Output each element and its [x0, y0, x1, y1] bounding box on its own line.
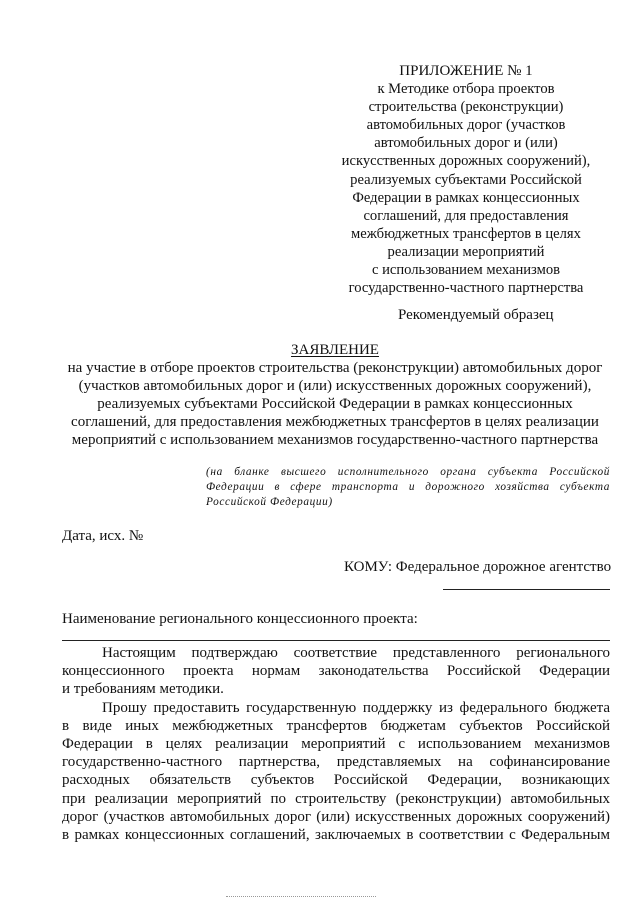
appendix-line: соглашений, для предоставления	[363, 207, 569, 224]
recipient-underline	[443, 589, 610, 590]
letterhead-note	[206, 465, 610, 510]
statement-line: реализуемых субъектами Российской Федерации в рамках концессионных	[97, 396, 573, 412]
appendix-line: межбюджетных трансфертов в целях	[351, 225, 581, 242]
appendix-title: ПРИЛОЖЕНИЕ № 1	[399, 63, 533, 79]
appendix-line: автомобильных дорог и (или)	[374, 135, 558, 152]
statement-title: ЗАЯВЛЕНИЕ	[291, 342, 379, 358]
appendix-line: с использованием механизмов	[371, 262, 561, 279]
recipient: КОМУ: Федеральное дорожное агентство	[344, 559, 612, 575]
body-line: расходных обязательств субъектов Российской Федерации, возникающих	[62, 772, 610, 789]
body-line: в рамках концессионных соглашений, заключаемых в соответствии с Федеральным	[62, 827, 610, 844]
body-line: Федерации в целях реализации мероприятий с использованием механизмов	[62, 736, 610, 753]
project-name-underline	[62, 640, 610, 641]
statement-heading	[62, 341, 608, 449]
sample-label: Рекомендуемый образец	[398, 307, 554, 323]
statement-line: (участков автомобильных дорог и (или) искусственных дорожных сооружений),	[78, 378, 592, 394]
appendix-line: строительства (реконструкции)	[368, 99, 564, 116]
statement-line: на участие в отборе проектов строительства (реконструкции) автомобильных дорог	[67, 360, 603, 376]
body-line: Настоящим подтверждаю соответствие представленного регионального	[102, 645, 610, 661]
appendix-header	[330, 62, 602, 297]
body-line: в виде иных межбюджетных трансфертов бюджетам субъектов Российской	[62, 717, 610, 734]
note-line: Российской Федерации)	[206, 496, 333, 508]
body-line: государственно-частного партнерства, представляемых на софинансирование	[62, 754, 610, 771]
scan-edge-mark	[226, 896, 376, 897]
statement-line: соглашений, для предоставления межбюджетных трансфертов в целях реализации	[71, 414, 599, 430]
appendix-line: реализации мероприятий	[387, 243, 545, 260]
appendix-line: реализуемых субъектами Российской	[350, 171, 582, 188]
appendix-line: искусственных дорожных сооружений),	[341, 153, 591, 170]
note-line: (на бланке высшего исполнительного органа субъекта Российской	[206, 466, 610, 478]
date-label: Дата, исх. №	[62, 528, 144, 544]
note-line: Федерации в сфере транспорта и дорожного хозяйства субъекта	[206, 481, 610, 493]
project-name-label: Наименование регионального концессионного проекта:	[62, 611, 418, 627]
body-line: Прошу предоставить государственную поддержку из федерального бюджета	[102, 699, 610, 716]
body-text	[62, 644, 610, 844]
body-line: дорог (участков автомобильных дорог (или) искусственных дорожных сооружений)	[62, 808, 610, 825]
appendix-line: автомобильных дорог (участков	[366, 117, 566, 134]
body-line: и требованиям методики.	[62, 681, 224, 698]
appendix-line: к Методике отбора проектов	[377, 81, 555, 98]
appendix-line: государственно-частного партнерства	[348, 280, 584, 297]
body-line: при реализации мероприятий по строительству (реконструкции) автомобильных	[62, 790, 610, 807]
body-line: концессионного проекта нормам законодательства Российской Федерации	[62, 663, 610, 680]
appendix-line: Федерации в рамках концессионных	[352, 189, 580, 206]
statement-line: мероприятий с использованием механизмов государственно-частного партнерства	[71, 432, 599, 448]
